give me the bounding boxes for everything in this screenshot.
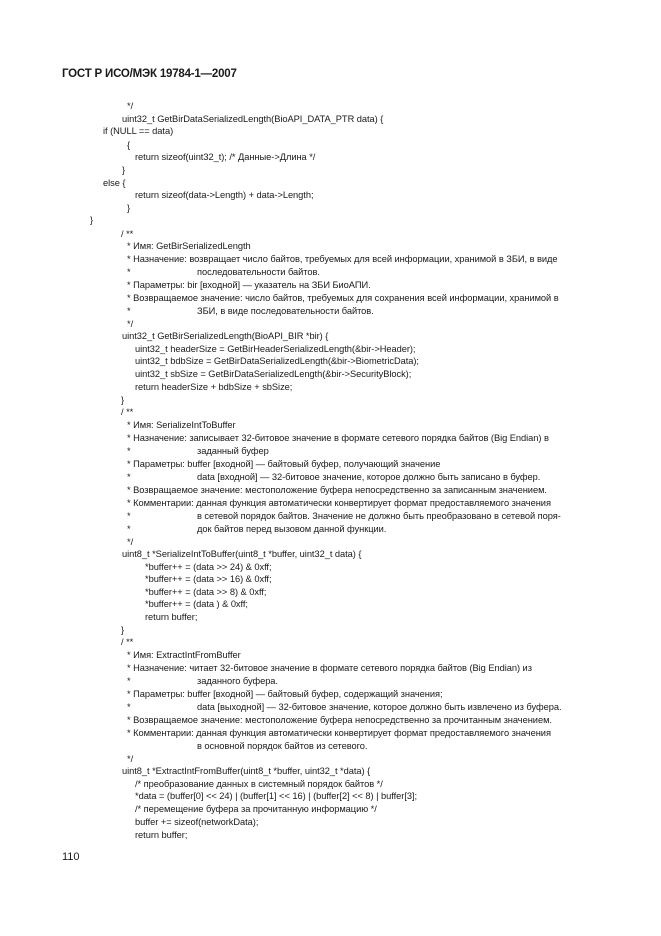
code-line: док байтов перед вызовом данной функции. <box>197 524 387 534</box>
code-line: * Назначение: записывает 32-битовое значение в формате сетевого порядка байтов (Big Endian) в <box>127 433 549 443</box>
code-line: */ <box>127 537 134 547</box>
code-line: */ <box>127 319 134 329</box>
code-line: buffer += sizeof(networkData); <box>135 817 259 827</box>
code-line: else { <box>103 178 126 188</box>
code-line: * Параметры: bir [входной] — указатель на ЗБИ БиоАПИ. <box>127 280 371 290</box>
code-line: if (NULL == data) <box>103 126 174 136</box>
code-line: uint8_t *ExtractIntFromBuffer(uint8_t *buffer, uint32_t *data) { <box>122 766 371 776</box>
code-line: *buffer++ = (data >> 24) & 0xff; <box>145 562 272 572</box>
code-line: } <box>90 215 94 225</box>
code-line: * <box>127 267 131 277</box>
code-line: / ** <box>121 637 134 647</box>
code-line: ЗБИ, в виде последовательности байтов. <box>197 306 374 316</box>
code-line: uint32_t headerSize = GetBirHeaderSerializedLength(&bir->Header); <box>135 344 416 354</box>
code-line: */ <box>127 754 134 764</box>
code-line: uint32_t bdbSize = GetBirDataSerializedLength(&bir->BiometricData); <box>135 356 419 366</box>
code-line: * <box>127 472 131 482</box>
code-line: *data = (buffer[0] << 24) | (buffer[1] << 16) | (buffer[2] << 8) | buffer[3]; <box>135 791 418 801</box>
code-line: uint32_t GetBirDataSerializedLength(BioAPI_DATA_PTR data) { <box>122 114 384 124</box>
code-line: data [выходной] — 32-битовое значение, которое должно быть извлечено из буфера. <box>197 702 562 712</box>
code-line: return sizeof(data->Length) + data->Length; <box>135 190 314 200</box>
page-header: ГОСТ Р ИСО/МЭК 19784-1—2007 <box>62 68 237 80</box>
code-line: *buffer++ = (data ) & 0xff; <box>145 599 248 609</box>
code-line: в сетевой порядок байтов. Значение не должно быть преобразовано в сетевой поря- <box>197 511 561 521</box>
code-line: / ** <box>121 407 134 417</box>
code-line: * <box>127 306 131 316</box>
code-line: return sizeof(uint32_t); /* Данные->Длина */ <box>135 152 316 162</box>
code-line: uint8_t *SerializeIntToBuffer(uint8_t *buffer, uint32_t data) { <box>122 549 362 559</box>
code-line: * <box>127 524 131 534</box>
code-line: return headerSize + bdbSize + sbSize; <box>135 382 293 392</box>
code-line: } <box>122 165 126 175</box>
code-line: заданного буфера. <box>197 676 278 686</box>
code-line: data [входной] — 32-битовое значение, которое должно быть записано в буфер. <box>197 472 541 482</box>
code-line: * Комментарии: данная функция автоматически конвертирует формат предоставляемого значения <box>127 728 551 738</box>
code-line: * <box>127 446 131 456</box>
code-line: * Комментарии: данная функция автоматически конвертирует формат предоставляемого значения <box>127 498 551 508</box>
code-line: * Назначение: возвращает число байтов, требуемых для всей информации, хранимой в ЗБИ, в виде <box>127 254 558 264</box>
code-line: * Возвращаемое значение: местоположение буфера непосредственно за прочитанным значением. <box>127 715 552 725</box>
code-line: /* перемещение буфера за прочитанную информацию */ <box>135 804 377 814</box>
code-line: } <box>121 395 125 405</box>
code-line: } <box>121 625 125 635</box>
code-line: *buffer++ = (data >> 16) & 0xff; <box>145 574 272 584</box>
code-line: } <box>127 203 131 213</box>
code-line: / ** <box>121 229 134 239</box>
code-line: * <box>127 676 131 686</box>
code-line: * Назначение: читает 32-битовое значение в формате сетевого порядка байтов (Big Endian) из <box>127 663 532 673</box>
code-line: return buffer; <box>145 612 198 622</box>
code-line: /* преобразование данных в системный порядок байтов */ <box>135 779 383 789</box>
code-line: return buffer; <box>135 830 188 840</box>
code-line: uint32_t sbSize = GetBirDataSerializedLength(&bir->SecurityBlock); <box>135 369 412 379</box>
code-line: * Имя: ExtractIntFromBuffer <box>127 650 241 660</box>
code-line: *buffer++ = (data >> 8) & 0xff; <box>145 587 267 597</box>
code-line: * Параметры: buffer [входной] — байтовый буфер, получающий значение <box>127 459 441 469</box>
page-number: 110 <box>62 851 80 863</box>
code-line: */ <box>127 101 134 111</box>
code-line: * Параметры: buffer [входной] — байтовый буфер, содержащий значения; <box>127 689 443 699</box>
code-line: заданный буфер <box>197 446 269 456</box>
code-line: * Имя: GetBirSerializedLength <box>127 241 251 251</box>
code-line: * Имя: SerializeIntToBuffer <box>127 420 236 430</box>
code-line: { <box>127 140 131 150</box>
code-line: * <box>127 511 131 521</box>
code-line: uint32_t GetBirSerializedLength(BioAPI_BIR *bir) { <box>122 331 329 341</box>
code-line: * <box>127 702 131 712</box>
code-line: * Возвращаемое значение: число байтов, требуемых для сохранения всей информации, хранимой в <box>127 293 559 303</box>
code-line: последовательности байтов. <box>197 267 320 277</box>
code-line: в основной порядок байтов из сетевого. <box>197 741 368 751</box>
code-line: * Возвращаемое значение: местоположение буфера непосредственно за записанным значением. <box>127 485 547 495</box>
